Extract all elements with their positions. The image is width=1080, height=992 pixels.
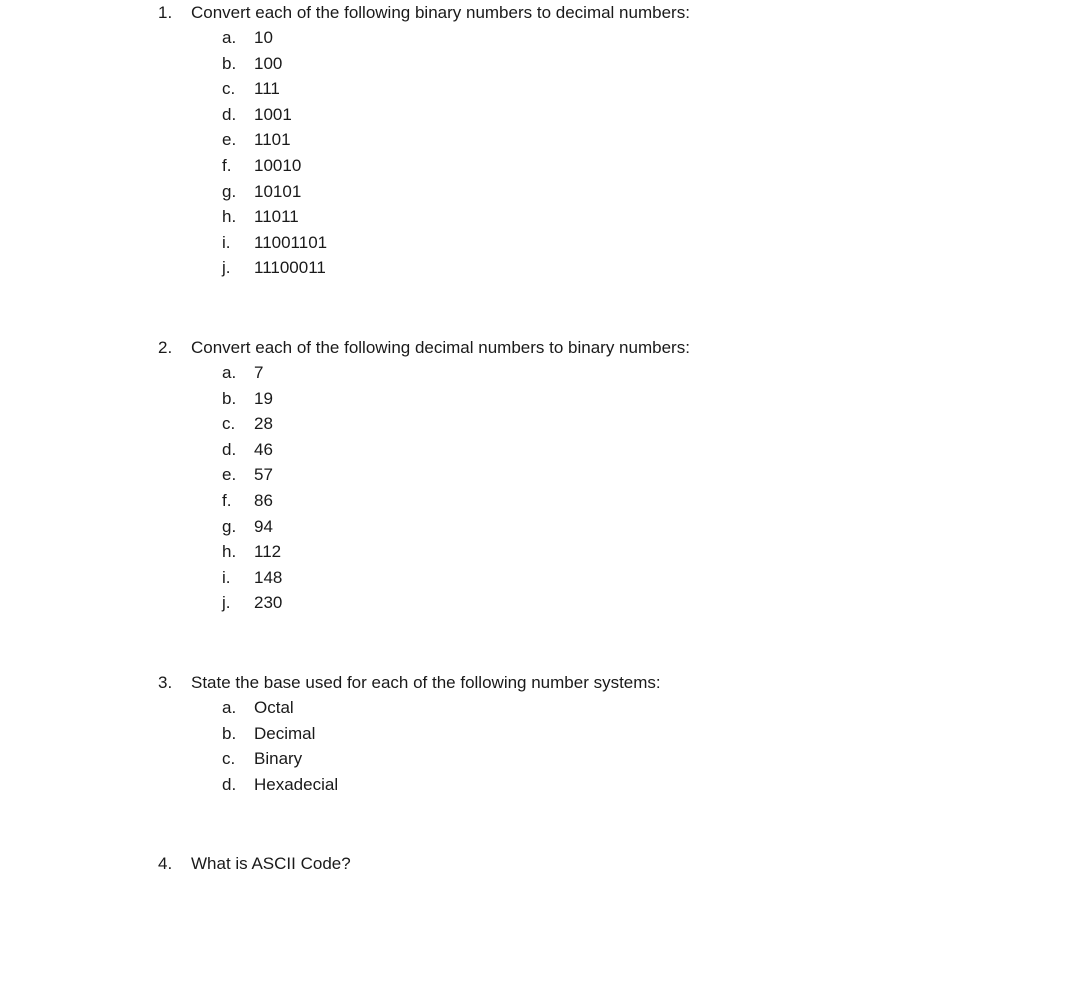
list-item [0,721,1080,747]
question-number: 2. [158,338,173,357]
item-value: 111 [254,79,280,99]
item-letter: c. [222,749,236,769]
item-value: 112 [254,542,282,562]
list-item [0,411,1080,437]
item-letter: h. [222,542,237,562]
item-value: 28 [254,414,273,434]
item-value: 86 [254,490,273,510]
list-item [0,488,1080,514]
item-letter: a. [222,363,237,382]
question-4 [0,851,1080,876]
item-value: 46 [254,439,273,459]
item-value: Binary [254,749,303,769]
question-heading [0,335,1080,360]
item-letter: d. [222,774,237,794]
list-item [0,25,1080,51]
question-1 [0,0,1080,281]
item-value: 19 [254,388,273,408]
question-text: State the base used for each of the following number systems: [191,673,661,692]
item-value: 100 [254,53,283,73]
item-value: 10010 [254,155,302,175]
question-text: Convert each of the following decimal numbers to binary numbers: [191,338,690,357]
item-value: 148 [254,567,283,587]
item-value: Hexadecial [254,774,339,794]
question-heading [0,851,1080,876]
item-letter: b. [222,388,237,408]
list-item [0,230,1080,256]
list-item [0,746,1080,772]
question-2 [0,335,1080,616]
list-item [0,51,1080,77]
list-item [0,255,1080,281]
item-value: 230 [254,593,283,613]
list-item [0,179,1080,205]
item-letter: d. [222,439,237,459]
item-value: 1001 [254,104,292,124]
list-item [0,204,1080,230]
list-item [0,386,1080,412]
item-letter: c. [222,79,236,99]
list-item [0,695,1080,721]
item-letter: i. [222,232,231,252]
question-3 [0,670,1080,797]
question-number: 1. [158,3,173,22]
list-item [0,565,1080,591]
item-letter: h. [222,207,237,227]
item-letter: g. [222,516,237,536]
item-letter: b. [222,53,237,73]
item-letter: j. [222,258,231,278]
list-item [0,437,1080,463]
item-letter: f. [222,490,232,510]
list-item [0,102,1080,128]
question-text: Convert each of the following binary numbers to decimal numbers: [191,3,690,22]
item-letter: i. [222,567,231,587]
item-value: 10 [254,28,273,47]
list-item [0,127,1080,153]
list-item [0,772,1080,798]
item-value: 11001101 [254,232,328,252]
item-value: 94 [254,516,273,536]
item-value: 7 [254,363,264,382]
list-item [0,539,1080,565]
item-letter: e. [222,130,237,150]
question-heading [0,0,1080,25]
list-item [0,153,1080,179]
item-value: Octal [254,698,294,717]
item-value: 11011 [254,207,299,227]
item-letter: c. [222,414,236,434]
item-value: Decimal [254,723,316,743]
item-letter: d. [222,104,237,124]
item-value: 57 [254,465,273,485]
item-letter: j. [222,593,231,613]
item-value: 1101 [254,130,291,150]
list-item [0,360,1080,386]
question-number: 3. [158,673,173,692]
item-letter: b. [222,723,237,743]
list-item [0,76,1080,102]
question-number: 4. [158,854,173,873]
item-letter: a. [222,698,237,717]
list-item [0,590,1080,616]
item-letter: g. [222,181,237,201]
item-letter: f. [222,155,232,175]
question-text: What is ASCII Code? [191,854,351,873]
list-item [0,514,1080,540]
item-letter: a. [222,28,237,47]
question-heading [0,670,1080,695]
item-letter: e. [222,465,237,485]
item-value: 11100011 [254,258,326,278]
list-item [0,462,1080,488]
item-value: 10101 [254,181,302,201]
